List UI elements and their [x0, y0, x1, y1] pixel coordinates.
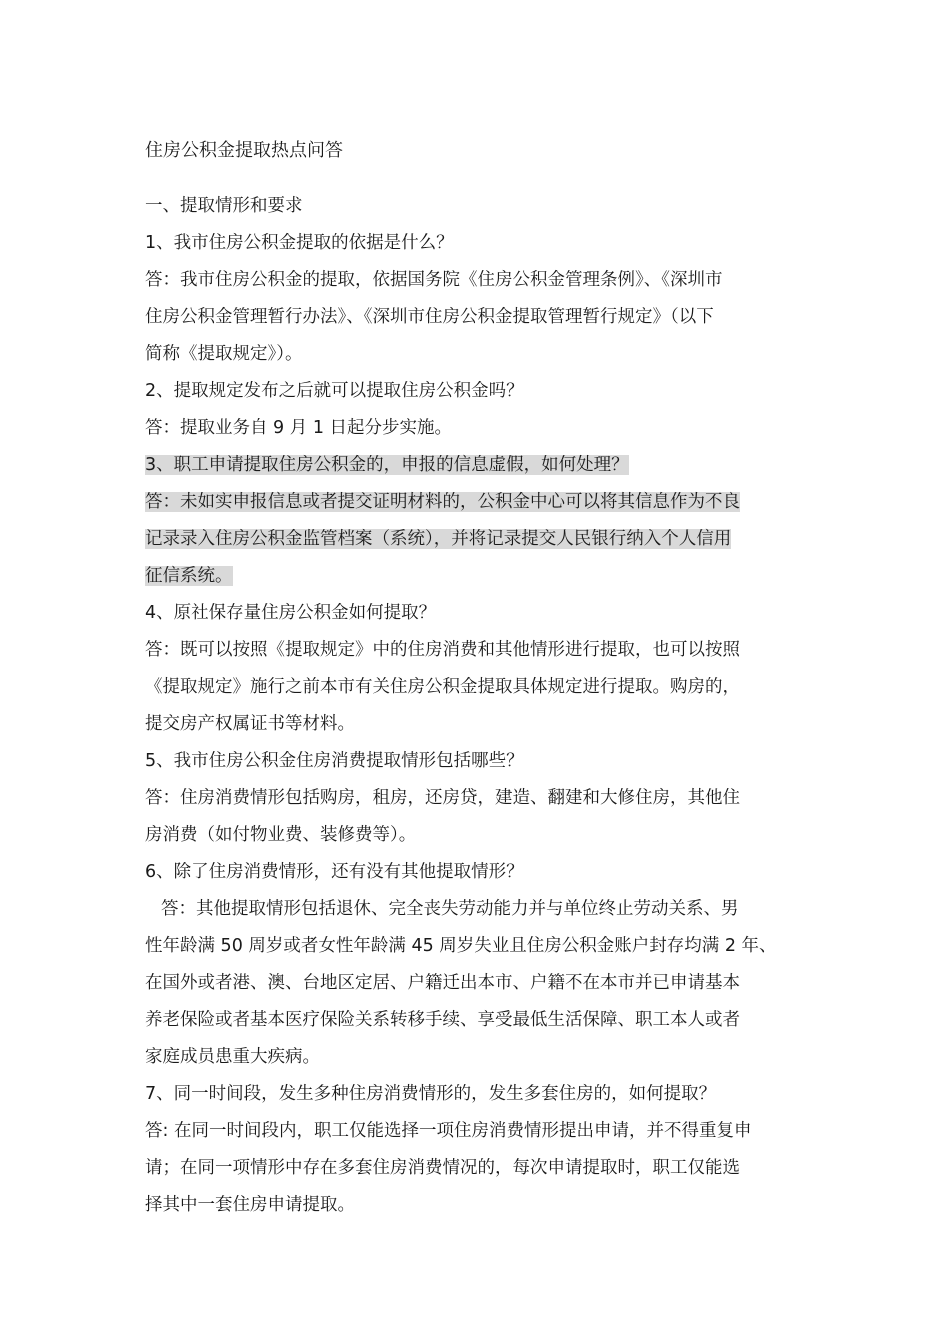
answer-6-line: 家庭成员患重大疾病。: [145, 1047, 320, 1067]
answer-6-line: 答：其他提取情形包括退休、完全丧失劳动能力并与单位终止劳动关系、男: [161, 899, 739, 919]
highlighted-text: 答：未如实申报信息或者提交证明材料的，公积金中心可以将其信息作为不良: [145, 492, 740, 512]
question-3: [145, 447, 825, 484]
answer-3-line: [145, 484, 825, 521]
answer-6-line: 养老保险或者基本医疗保险关系转移手续、享受最低生活保障、职工本人或者: [145, 1010, 740, 1030]
question-6: 6、除了住房消费情形，还有没有其他提取情形？: [145, 862, 524, 882]
answer-3-line: [145, 521, 825, 558]
question-4: 4、原社保存量住房公积金如何提取？: [145, 603, 437, 623]
highlighted-text: 3、职工申请提取住房公积金的，申报的信息虚假，如何处理？: [145, 455, 629, 475]
document-body: [145, 138, 825, 1224]
highlighted-text: 记录录入住房公积金监管档案（系统），并将记录提交人民银行纳入个人信用: [145, 529, 732, 549]
answer-1-line: 住房公积金管理暂行办法》、《深圳市住房公积金提取管理暂行规定》（以下: [145, 307, 714, 327]
highlighted-text: 征信系统。: [145, 566, 233, 586]
answer-6-line: 在国外或者港、澳、台地区定居、户籍迁出本市、户籍不在本市并已申请基本: [145, 973, 740, 993]
answer-6-line: 性年龄满 50 周岁或者女性年龄满 45 周岁失业且住房公积金账户封存均满 2 年、: [145, 936, 777, 956]
answer-5-line: 房消费（如付物业费、装修费等）。: [145, 825, 417, 845]
question-5: 5、我市住房公积金住房消费提取情形包括哪些？: [145, 751, 524, 771]
answer-1-line: 简称《提取规定》）。: [145, 344, 303, 364]
document-title: 住房公积金提取热点问答: [145, 140, 343, 161]
answer-5-line: 答：住房消费情形包括购房，租房，还房贷，建造、翻建和大修住房，其他住: [145, 788, 740, 808]
answer-7-line: 请；在同一项情形中存在多套住房消费情况的，每次申请提取时，职工仅能选: [145, 1158, 740, 1178]
answer-7-line: 择其中一套住房申请提取。: [145, 1195, 355, 1215]
answer-4-line: 《提取规定》施行之前本市有关住房公积金提取具体规定进行提取。购房的，: [145, 677, 740, 697]
answer-7-line: 答: 在同一时间段内，职工仅能选择一项住房消费情形提出申请，并不得重复申: [145, 1121, 752, 1141]
section-heading: 一、提取情形和要求: [145, 196, 303, 216]
answer-3-line: [145, 558, 825, 595]
answer-4-line: 答：既可以按照《提取规定》中的住房消费和其他情形进行提取，也可以按照: [145, 640, 740, 660]
question-1: 1、我市住房公积金提取的依据是什么？: [145, 233, 454, 253]
answer-2-line: 答：提取业务自 9 月 1 日起分步实施。: [145, 418, 453, 438]
question-7: 7、同一时间段，发生多种住房消费情形的，发生多套住房的，如何提取？: [145, 1084, 717, 1104]
answer-4-line: 提交房产权属证书等材料。: [145, 714, 355, 734]
answer-1-line: 答：我市住房公积金的提取，依据国务院《住房公积金管理条例》、《深圳市: [145, 270, 723, 290]
question-2: 2、提取规定发布之后就可以提取住房公积金吗？: [145, 381, 524, 401]
